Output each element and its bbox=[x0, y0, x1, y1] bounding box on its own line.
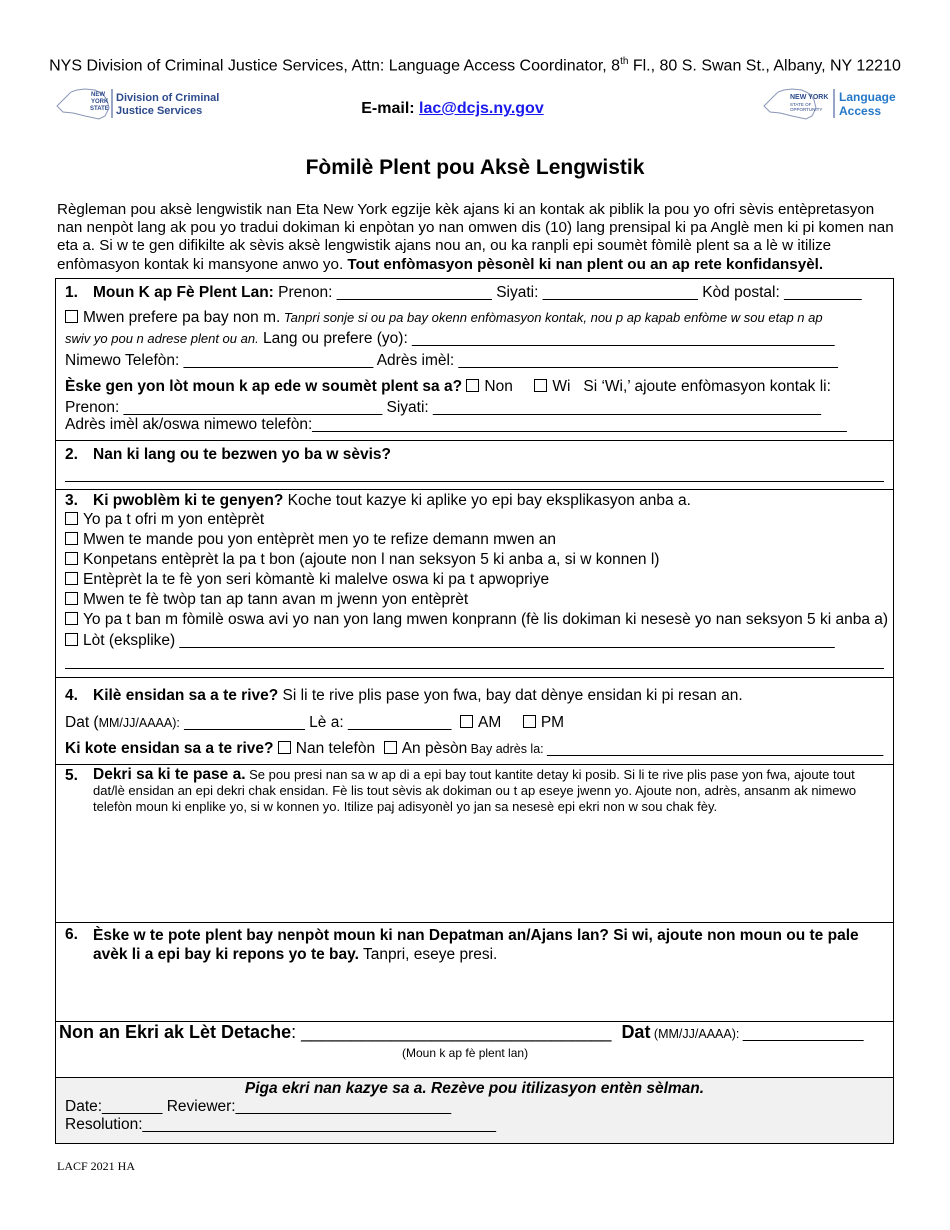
office-use-section bbox=[56, 1078, 893, 1143]
logo-state-line: STATE OF bbox=[790, 102, 812, 107]
logo-state-line: NEW bbox=[91, 92, 105, 98]
email-line: E-mail: lac@dcjs.ny.gov bbox=[361, 100, 544, 117]
problem-checkbox[interactable] bbox=[65, 572, 78, 585]
printed-name-field[interactable]: : _______________________________ bbox=[291, 1022, 612, 1042]
language-access-logo bbox=[762, 86, 902, 122]
yes-checkbox[interactable] bbox=[534, 379, 547, 392]
phone-email-fields[interactable]: Nimewo Telefòn: ______________________ Adrès imèl: ____________________________________________ bbox=[65, 352, 838, 369]
email-link[interactable]: lac@dcjs.ny.gov bbox=[419, 100, 544, 117]
section-3: 3. Ki pwoblèm ki te genyen? Koche tout kazye ki aplike yo epi bay eksplikasyon anba a. Yo pa t ofri m yon entèprèt Mwen te mande pou yon entèprèt men yo te refize demann mwen an Konpetans entèprèt la pa t bon (ajoute non l nan seksyon 5 ki anba a, si w konnen l) Entèprèt la te fè yon seri kòmantè ki malelve oswa ki pa t apwopriye Mwen te fè twòp tan ap tann avan m jwenn yon entèprèt Yo pa t ban m fòmilè oswa avi yo nan yon lang mwen konprann (fè lis dokiman ki nesesè yo nan seksyon 5 ki anba a) Lòt (eksplike) ____________________________________________________________________________ bbox=[56, 490, 893, 678]
date-time-fields[interactable]: ______________ Lè a: ____________ bbox=[179, 714, 452, 731]
logo-state-line: NEW YORK bbox=[790, 94, 829, 101]
logo-text-line: Language bbox=[839, 90, 896, 104]
address-field[interactable]: _______________________________________ bbox=[547, 740, 884, 757]
pm-checkbox[interactable] bbox=[523, 715, 536, 728]
other-checkbox[interactable] bbox=[65, 633, 78, 646]
section-4: 4. Kilè ensidan sa a te rive? Si li te rive plis pase yon fwa, bay dat dènye ensidan ki pi resan an. Dat (MM/JJ/AAAA): ______________ Lè a: ____________ AM PM Ki kote ensidan sa a te rive? Nan telefòn An pèsòn Bay adrès la: _______________________________________ bbox=[56, 678, 893, 765]
section-1: 1. Moun K ap Fè Plent Lan: Prenon: __________________ Siyati: __________________ Kòd postal: _________ Mwen prefere pa bay non m. Tanpri sonje si ou pa bay okenn enfòmasyon kontak, nou p ap kapab enfòme w sou etap n ap swiv yo pou n adrese plent ou an. Lang ou prefere (yo): _________________________________________________ Nimewo Telefòn: ______________________ Adrès imèl: ____________________________________________ Èske gen yon lòt moun k ap ede w soumèt plent sa a? Non Wi Si ‘Wi,’ ajoute enfòmasyon kontak li: Prenon: ______________________________ Siyati: _____________________________________________ Adrès imèl ak/oswa nimewo telefòn:______________________________________________________________ bbox=[56, 279, 893, 441]
office-use-heading: Piga ekri nan kazye sa a. Rezève pou itilizasyon entèn sèlman. bbox=[244, 1080, 705, 1097]
problem-checkbox[interactable] bbox=[65, 592, 78, 605]
section-6-heading: Èske w te pote plent bay nenpòt moun ki nan Depatman an/Ajans lan? Si wi, ajoute non moun ou te pale avèk li a epi bay ki repons yo te bay. bbox=[93, 927, 859, 963]
section-3-heading: Ki pwoblèm ki te genyen? bbox=[93, 492, 284, 509]
problem-checkbox[interactable] bbox=[65, 512, 78, 525]
helper-name-fields[interactable]: Prenon: ______________________________ Siyati: _____________________________________________ bbox=[65, 399, 821, 416]
prior-complaint-area[interactable]: Èske w te pote plent bay nenpòt moun ki nan Depatman an/Ajans lan? Si wi, ajoute non moun ou te pale avèk li a epi bay ki repons yo te bay. Tanpri, eseye presi. bbox=[93, 927, 859, 963]
form-title: Fòmilè Plent pou Aksè Lengwistik bbox=[305, 156, 645, 179]
other-explain-field[interactable]: Lòt (eksplike) ____________________________________________________________________________ bbox=[83, 632, 835, 649]
in-person-checkbox[interactable] bbox=[384, 741, 397, 754]
name-fields[interactable]: Prenon: __________________ Siyati: __________________ Kòd postal: _________ bbox=[273, 284, 862, 301]
resolution-field: Resolution:_________________________________________ bbox=[65, 1116, 496, 1133]
language-needed-field[interactable] bbox=[65, 481, 884, 482]
intro-paragraph: Règleman pou aksè lengwistik nan Eta New York egzije kèk ajans ki an kontak ak piblik la pou yo ofri sèvis entèpretasyon nan nenpòt lang ak pou yo tradui dokiman ki enpòtan yo nan omwen dis (10) lang prensipal ki pa Anglè men ki pi komen nan eta a. Si w te gen difikilte ak sèvis aksè lengwistik ajans nou an, ou ka ranpli epi soumèt fòmilè plent sa a lè w itilize enfòmasyon kontak ki mansyone anwo yo. Tout enfòmasyon pèsonèl ki nan plent ou an ap rete konfidansyèl. bbox=[57, 201, 894, 273]
anonymous-checkbox[interactable] bbox=[65, 310, 78, 323]
description-area[interactable]: Dekri sa ki te pase a. Se pou presi nan sa w ap di a epi bay tout kantite detay ki posib. Si li te rive plis pase yon fwa, ajoute tout dat/lè ensidan an epi dekri chak ensidan. Fè lis tout sèvis ak dokiman ou t ap eseye jwenn yo. Ajoute non, adrès, ansanm ak nimewo telefòn moun ki enplike yo, si w konnen yo. Itilize paj adisyonèl yo jan sa nesesè epi ekri non w sou chak fèy. bbox=[93, 766, 857, 814]
problem-checkbox[interactable] bbox=[65, 552, 78, 565]
helper-contact-field[interactable]: Adrès imèl ak/oswa nimewo telefòn:______________________________________________________________ bbox=[65, 416, 847, 433]
no-checkbox[interactable] bbox=[466, 379, 479, 392]
section-5: 5. Dekri sa ki te pase a. Se pou presi nan sa w ap di a epi bay tout kantite detay ki posib. Si li te rive plis pase yon fwa, ajoute tout dat/lè ensidan an epi dekri chak ensidan. Fè lis tout sèvis ak dokiman ou t ap eseye jwenn yo. Ajoute non, adrès, ansanm ak nimewo telefòn moun ki enplike yo, si w konnen yo. Itilize paj adisyonèl yo jan sa nesesè epi ekri non w sou chak fèy. bbox=[56, 765, 893, 923]
section-6: 6. Èske w te pote plent bay nenpòt moun ki nan Depatman an/Ajans lan? Si wi, ajoute non moun ou te pale avèk li a epi bay ki repons yo te bay. Tanpri, eseye presi. bbox=[56, 923, 893, 1022]
phone-checkbox[interactable] bbox=[278, 741, 291, 754]
signature-section: Non an Ekri ak Lèt Detache: _______________________________ Dat (MM/JJ/AAAA): ______________ (Moun k ap fè plent lan) bbox=[56, 1022, 893, 1078]
section-2-heading: Nan ki lang ou te bezwen yo ba w sèvis? bbox=[93, 446, 392, 463]
logo-text-line: Division of Criminal bbox=[116, 92, 220, 104]
problem-checkbox[interactable] bbox=[65, 532, 78, 545]
date-reviewer-fields: Date:_______ Reviewer:_________________________ bbox=[65, 1098, 452, 1115]
complaint-form bbox=[55, 278, 894, 1144]
logo-state-line: OPPORTUNITY bbox=[790, 107, 823, 112]
section-2: 2. Nan ki lang ou te bezwen yo ba w sèvis? bbox=[56, 441, 893, 490]
form-code: LACF 2021 HA bbox=[57, 1159, 136, 1173]
logo-state-line: STATE bbox=[90, 106, 109, 112]
section-1-heading: Moun K ap Fè Plent Lan: bbox=[93, 284, 274, 301]
other-explain-line[interactable] bbox=[65, 668, 884, 669]
logo-state-line: YORK bbox=[91, 99, 109, 105]
language-preference-field[interactable]: Lang ou prefere (yo): _________________________________________________ bbox=[258, 330, 835, 347]
am-checkbox[interactable] bbox=[460, 715, 473, 728]
signature-date-field[interactable]: ______________ bbox=[742, 1025, 864, 1042]
signature-caption: (Moun k ap fè plent lan) bbox=[402, 1046, 529, 1060]
office-address: NYS Division of Criminal Justice Services, Attn: Language Access Coordinator, 8th Fl., 80 S. Swan St., Albany, NY 12210 bbox=[49, 56, 901, 75]
section-5-heading: Dekri sa ki te pase a. bbox=[93, 766, 246, 783]
problem-checkbox[interactable] bbox=[65, 612, 78, 625]
logo-text-line: Access bbox=[839, 104, 882, 118]
section-4-heading: Kilè ensidan sa a te rive? bbox=[93, 687, 279, 704]
logo-text-line: Justice Services bbox=[116, 105, 203, 117]
